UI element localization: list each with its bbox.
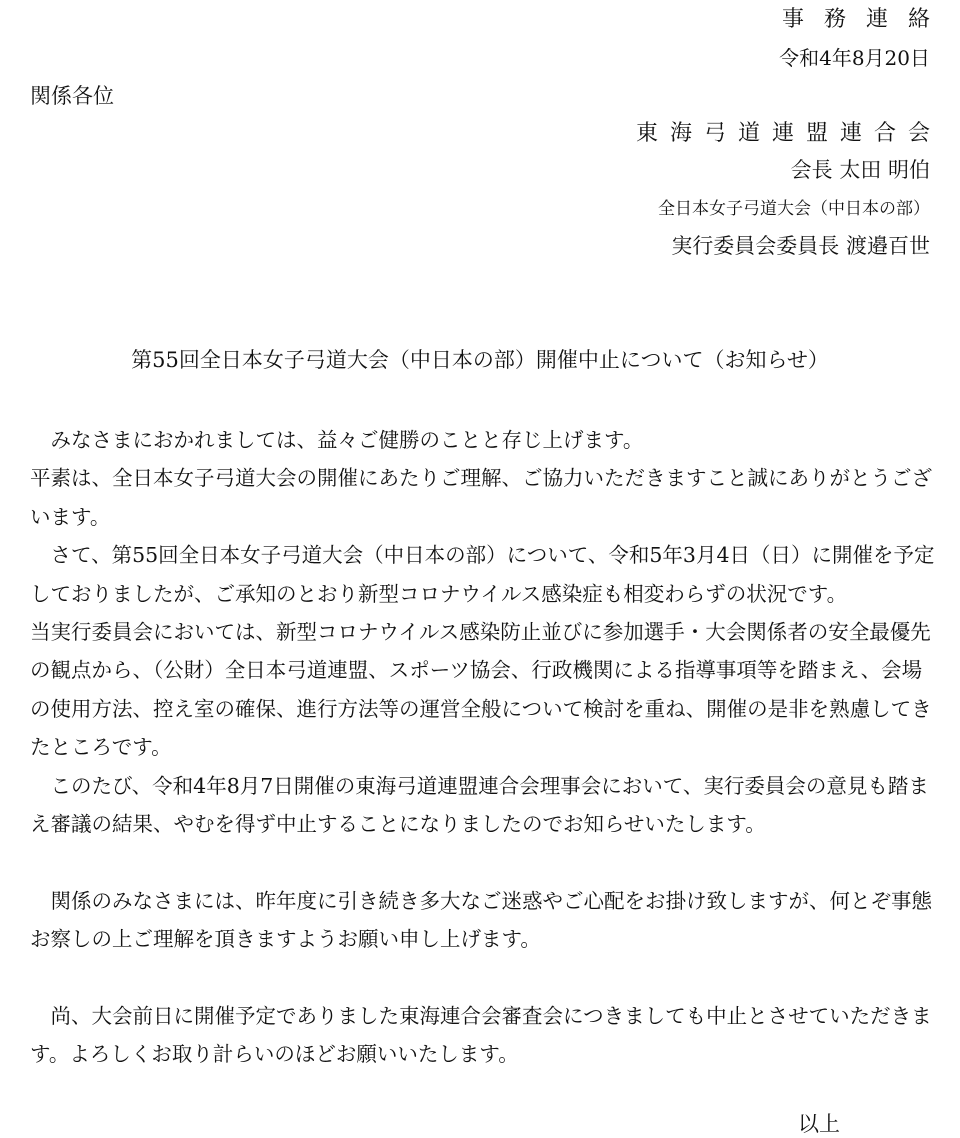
body-paragraph: みなさまにおかれましては、益々ご健勝のことと存じ上げます。 [50, 428, 644, 452]
closing-mark: 以上 [798, 1112, 840, 1136]
body-paragraph: 平素は、全日本女子弓道大会の開催にあたりご理解、ご協力いただきますこと誠にありがとうございます。 [30, 466, 932, 529]
body-paragraph: このたび、令和4年8月7日開催の東海弓道連盟連合会理事会において、実行委員会の意見も踏まえ審議の結果、やむを得ず中止することになりましたのでお知らせいたします。 [30, 773, 929, 837]
sender-organization: 東海弓道連盟連合会 [635, 121, 942, 146]
body-paragraph: 当実行委員会においては、新型コロナウイルス感染防止並びに参加選手・大会関係者の安全最優先の観点から、（公財）全日本弓道連盟、スポーツ協会、行政機関による指導事項等を踏まえ、会場の使用方法、控え室の確保、進行方法等の運営全般について検討を重ね、開催の是非を熟慮してきたところです。 [30, 620, 932, 760]
body-paragraph: 尚、大会前日に開催予定でありました東海連合会審査会につきましても中止とさせていただきます。よろしくお取り計らいのほどお願いいたします。 [30, 1004, 932, 1067]
sender-chair: 実行委員会委員長 渡邉百世 [671, 234, 930, 258]
body-paragraph: さて、第55回全日本女子弓道大会（中日本の部）について、令和5年3月4日（日）に開催を予定しておりましたが、ご承知のとおり新型コロナウイルス感染症も相変わらずの状況です。 [30, 543, 935, 606]
document-body [30, 421, 935, 1074]
paragraph-spacer [30, 843, 935, 881]
sender-committee: 全日本女子弓道大会（中日本の部） [658, 199, 930, 219]
recipients: 関係各位 [30, 84, 114, 108]
paragraph-spacer [30, 959, 935, 997]
document-title: 第55回全日本女子弓道大会（中日本の部）開催中止について（お知らせ） [131, 348, 829, 372]
document-type: 事務連絡 [781, 7, 950, 32]
issue-date: 令和4年8月20日 [779, 46, 930, 70]
body-paragraph: 関係のみなさまには、昨年度に引き続き多大なご迷惑やご心配をお掛け致しますが、何とぞ事態お察しの上ご理解を頂きますようお願い申し上げます。 [30, 888, 932, 952]
sender-president: 会長 太田 明伯 [790, 158, 930, 182]
